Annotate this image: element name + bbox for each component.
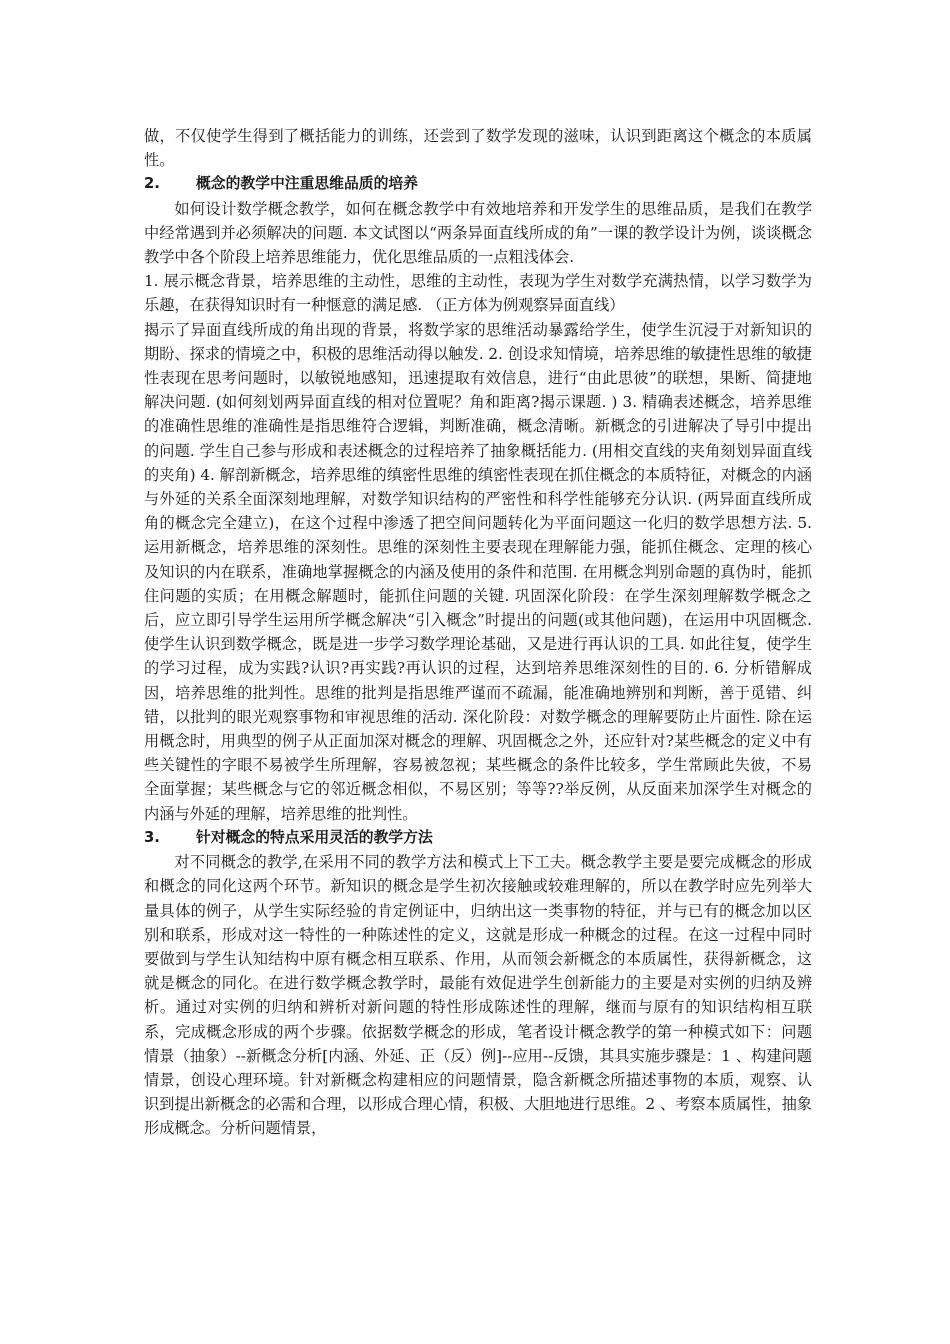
paragraph-intro: 做，不仅使学生得到了概括能力的训练，还尝到了数学发现的滋味，认识到距离这个概念的本质属性。 — [144, 127, 812, 170]
section-heading-2 — [144, 172, 812, 196]
section-number-2: 2. — [144, 175, 160, 193]
document-page — [144, 124, 812, 1141]
paragraph-2-item-1: 1. 展示概念背景，培养思维的主动性，思维的主动性，表现为学生对数学充满热情，以学习数学为乐趣，在获得知识时有一种惬意的满足感. （正方体为例观察异面直线） — [144, 272, 812, 315]
paragraph-3: 对不同概念的教学,在采用不同的教学方法和模式上下工夫。概念教学主要是要完成概念的形成和概念的同化这两个环节。新知识的概念是学生初次接触或较难理解的，所以在教学时应先列举大量具体的例子，从学生实际经验的肯定例证中，归纳出这一类事物的特征，并与已有的概念加以区别和联系，形成对这一特性的一种陈述性的定义，这就是形成一种概念的过程。在这一过程中同时要做到与学生认知结构中原有概念相互联系、作用，从而领会新概念的本质属性，获得新概念，这就是概念的同化。在进行数学概念教学时，最能有效促进学生创新能力的主要是对实例的归纳及辨析。通过对实例的归纳和辨析对新问题的特性形成陈述性的理解，继而与原有的知识结构相互联系，完成概念形成的两个步骤。依据数学概念的形成，笔者设计概念教学的第一种模式如下：问题情景（抽象）--新概念分析[内涵、外延、正（反）例]--应用--反馈，其具实施步骤是：1 、构建问题情景，创设心理环境。针对新概念构建相应的问题情景，隐含新概念所描述事物的本质，观察、认识到提出新概念的必需和合理，以形成合理心情，积极、大胆地进行思维。2 、考察本质属性，抽象形成概念。分析问题情景， — [144, 853, 812, 1138]
paragraph-2-body: 揭示了异面直线所成的角出现的背景，将数学家的思维活动暴露给学生，使学生沉浸于对新知识的期盼、探求的情境之中，积极的思维活动得以触发. 2. 创设求知情境，培养思维的敏捷性思维的敏捷性表现在思考问题时，以敏锐地感知，迅速提取有效信息，进行“由此思彼”的联想，果断、简捷地解决问题. (如何刻划两异面直线的相对位置呢？角和距离?揭示课题. ) 3. 精确表述概念，培养思维的准确性思维的准确性是指思维符合逻辑，判断准确，概念清晰。新概念的引进解决了导引中提出的问题. 学生自己参与形成和表述概念的过程培养了抽象概括能力. (用相交直线的夹角刻划异面直线的夹角) 4. 解剖新概念，培养思维的缜密性思维的缜密性表现在抓住概念的本质特征，对概念的内涵与外延的关系全面深刻地理解，对数学知识结构的严密性和科学性能够充分认识. (两异面直线所成角的概念完全建立)，在这个过程中渗透了把空间问题转化为平面问题这一化归的数学思想方法. 5. 运用新概念，培养思维的深刻性。思维的深刻性主要表现在理解能力强，能抓住概念、定理的核心及知识的内在联系，准确地掌握概念的内涵及使用的条件和范围. 在用概念判别命题的真伪时，能抓住问题的实质；在用概念解题时，能抓住问题的关键. 巩固深化阶段：在学生深刻理解数学概念之后，应立即引导学生运用所学概念解决“引入概念”时提出的问题(或其他问题)，在运用中巩固概念. 使学生认识到数学概念，既是进一步学习数学理论基础，又是进行再认识的工具. 如此往复，使学生的学习过程，成为实践?认识?再实践?再认识的过程，达到培养思维深刻性的目的. 6. 分析错解成因，培养思维的批判性。思维的批判是指思维严谨而不疏漏，能准确地辨别和判断，善于觅错、纠错，以批判的眼光观察事物和审视思维的活动. 深化阶段：对数学概念的理解要防止片面性. 除在运用概念时，用典型的例子从正面加深对概念的理解、巩固概念之外，还应针对?某些概念的定义中有些关键性的字眼不易被学生所理解，容易被忽视；某些概念的条件比较多，学生常顾此失彼，不易全面掌握；某些概念与它的邻近概念相似，不易区别；等等??举反例，从反面来加深学生对概念的内涵与外延的理解，培养思维的批判性。 — [144, 320, 812, 823]
section-heading-3 — [144, 826, 812, 850]
section-title-3: 针对概念的特点采用灵活的教学方法 — [196, 828, 433, 846]
paragraph-2-intro: 如何设计数学概念教学，如何在概念教学中有效地培养和开发学生的思维品质，是我们在教学中经常遇到并必须解决的问题. 本文试图以“两条异面直线所成的角”一课的教学设计为例，谈谈概念教学中各个阶段上培养思维能力，优化思维品质的一点粗浅体会. — [144, 199, 812, 267]
section-number-3: 3. — [144, 828, 160, 846]
section-title-2: 概念的教学中注重思维品质的培养 — [196, 175, 418, 193]
